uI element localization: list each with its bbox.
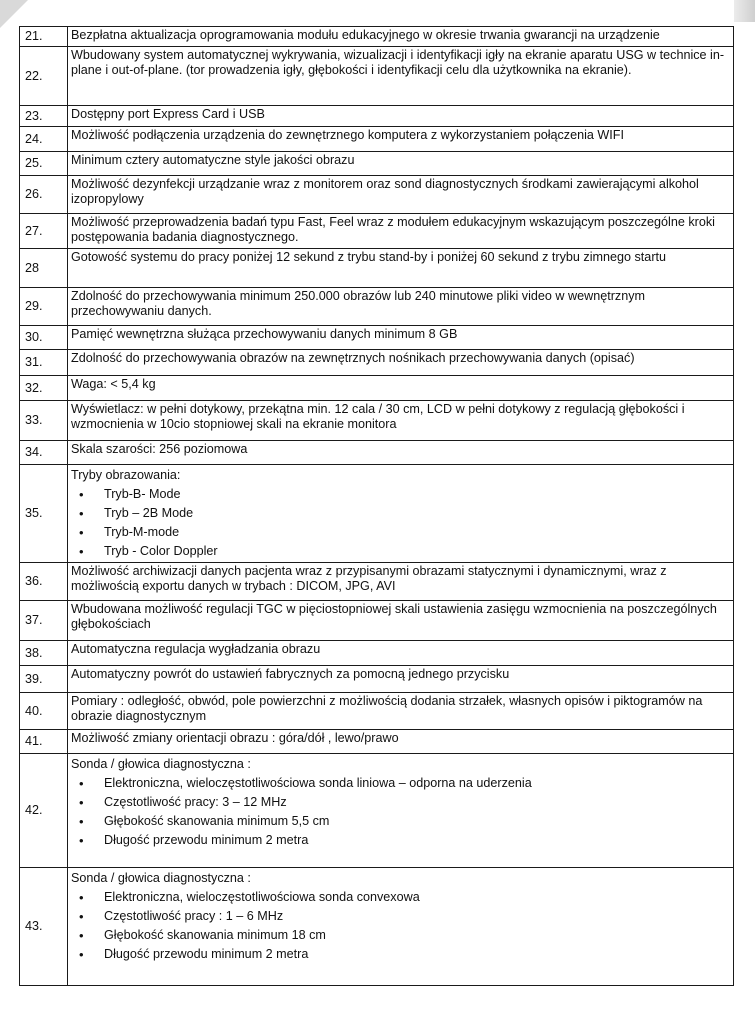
table-row <box>20 176 734 214</box>
row-description: Gotowość systemu do pracy poniżej 12 sekund z trybu stand-by i poniżej 60 sekund z trybu zimnego startu <box>68 249 734 288</box>
row-description: Automatyczny powrót do ustawień fabrycznych za pomocną jednego przycisku <box>68 666 734 693</box>
table-row <box>20 465 734 563</box>
list-item <box>71 888 729 907</box>
list-item-label: Częstotliwość pracy: 3 – 12 MHz <box>104 795 287 809</box>
row-description: Automatyczna regulacja wygładzania obrazu <box>68 641 734 666</box>
row-number: 25. <box>20 152 68 176</box>
row-number: 28 <box>20 249 68 288</box>
table-row <box>20 441 734 465</box>
bullet-icon: • <box>79 909 84 924</box>
table-row <box>20 401 734 441</box>
list-item-label: Tryb-M-mode <box>104 525 180 539</box>
table-row <box>20 152 734 176</box>
list-item <box>71 926 729 945</box>
row-number: 38. <box>20 641 68 666</box>
table-row <box>20 326 734 350</box>
list-item-label: Tryb – 2B Mode <box>104 506 194 520</box>
row-description <box>68 868 734 986</box>
row-number: 21. <box>20 27 68 47</box>
bullet-icon: • <box>79 795 84 810</box>
table-row <box>20 754 734 868</box>
list-item <box>71 812 729 831</box>
row-description: Zdolność do przechowywania obrazów na zewnętrznych nośnikach przechowywania danych (opisać) <box>68 350 734 376</box>
table-row <box>20 288 734 326</box>
row-description: Wbudowana możliwość regulacji TGC w pięciostopniowej skali ustawienia zasięgu wzmocnienia na poszczególnych głębokościach <box>68 601 734 641</box>
row-description: Możliwość archiwizacji danych pacjenta wraz z przypisanymi obrazami statycznymi i dynamicznymi, wraz z możliwością exportu danych w trybach : DICOM, JPG, AVI <box>68 563 734 601</box>
bullet-icon: • <box>79 833 84 848</box>
list-item <box>71 907 729 926</box>
list-item-label: Głębokość skanowania minimum 5,5 cm <box>104 814 330 828</box>
row-number: 22. <box>20 47 68 106</box>
row-description: Waga: < 5,4 kg <box>68 376 734 401</box>
table-row <box>20 249 734 288</box>
row-description: Skala szarości: 256 poziomowa <box>68 441 734 465</box>
row-number: 42. <box>20 754 68 868</box>
row-description: Wyświetlacz: w pełni dotykowy, przekątna min. 12 cala / 30 cm, LCD w pełni dotykowy z regulacją głębokości i wzmocnienia w 10cio stopniowej skali na ekranie monitora <box>68 401 734 441</box>
table-row <box>20 127 734 152</box>
list-item <box>71 774 729 793</box>
row-description: Pamięć wewnętrzna służąca przechowywaniu danych minimum 8 GB <box>68 326 734 350</box>
bullet-icon: • <box>79 814 84 829</box>
row-description <box>68 754 734 868</box>
list-item-label: Długość przewodu minimum 2 metra <box>104 947 309 961</box>
mode-list <box>71 485 729 561</box>
list-item <box>71 945 729 964</box>
table-row <box>20 350 734 376</box>
row-number: 43. <box>20 868 68 986</box>
row-number: 29. <box>20 288 68 326</box>
row-description: Wbudowany system automatycznej wykrywania, wizualizacji i identyfikacji igły na ekranie aparatu USG w technice in-plane i out-of-plane. (tor prowadzenia igły, głębokości i identyfikacji celu dla użytkownika na ekranie). <box>68 47 734 106</box>
row-description: Pomiary : odległość, obwód, pole powierzchni z możliwością dodania strzałek, własnych opisów i piktogramów na obrazie diagnostycznym <box>68 693 734 730</box>
list-item <box>71 504 729 523</box>
table-row <box>20 563 734 601</box>
row-description: Możliwość przeprowadzenia badań typu Fast, Feel wraz z modułem edukacyjnym wskazującym poszczególne kroki postępowania badania diagnostycznego. <box>68 214 734 249</box>
row-number: 27. <box>20 214 68 249</box>
row-number: 30. <box>20 326 68 350</box>
row-description: Bezpłatna aktualizacja oprogramowania modułu edukacyjnego w okresie trwania gwarancji na urządzenie <box>68 27 734 47</box>
list-item-label: Tryb - Color Doppler <box>104 544 218 558</box>
row-number: 36. <box>20 563 68 601</box>
specification-table <box>19 26 734 986</box>
row-description: Minimum cztery automatyczne style jakości obrazu <box>68 152 734 176</box>
row-number: 24. <box>20 127 68 152</box>
table-row <box>20 868 734 986</box>
table-row <box>20 693 734 730</box>
row-number: 26. <box>20 176 68 214</box>
list-item <box>71 523 729 542</box>
row-number: 34. <box>20 441 68 465</box>
row-number: 39. <box>20 666 68 693</box>
bullet-icon: • <box>79 544 84 559</box>
row-description: Dostępny port Express Card i USB <box>68 106 734 127</box>
row-description: Możliwość zmiany orientacji obrazu : góra/dół , lewo/prawo <box>68 730 734 754</box>
table-row <box>20 27 734 47</box>
row-number: 40. <box>20 693 68 730</box>
list-item-label: Głębokość skanowania minimum 18 cm <box>104 928 326 942</box>
row-number: 32. <box>20 376 68 401</box>
row-description: Możliwość podłączenia urządzenia do zewnętrznego komputera z wykorzystaniem połączenia WIFI <box>68 127 734 152</box>
list-item <box>71 793 729 812</box>
row-number: 41. <box>20 730 68 754</box>
table-row <box>20 666 734 693</box>
bullet-icon: • <box>79 776 84 791</box>
table-row <box>20 730 734 754</box>
list-item <box>71 831 729 850</box>
bullet-icon: • <box>79 525 84 540</box>
list-item-label: Tryb-B- Mode <box>104 487 181 501</box>
scan-edge-mark <box>734 0 755 22</box>
table-row <box>20 376 734 401</box>
row-description: Zdolność do przechowywania minimum 250.000 obrazów lub 240 minutowe pliki video w wewnętrznym przechowywaniu danych. <box>68 288 734 326</box>
list-heading: Sonda / głowica diagnostyczna : <box>71 757 251 771</box>
row-number: 33. <box>20 401 68 441</box>
scan-corner-fold <box>0 0 28 28</box>
probe-spec-list <box>71 888 729 964</box>
table-row <box>20 601 734 641</box>
row-number: 23. <box>20 106 68 127</box>
table-row <box>20 47 734 106</box>
bullet-icon: • <box>79 928 84 943</box>
probe-spec-list <box>71 774 729 850</box>
list-item-label: Długość przewodu minimum 2 metra <box>104 833 309 847</box>
list-item <box>71 542 729 561</box>
bullet-icon: • <box>79 947 84 962</box>
list-heading: Sonda / głowica diagnostyczna : <box>71 871 251 885</box>
table-row <box>20 106 734 127</box>
row-description: Możliwość dezynfekcji urządzanie wraz z monitorem oraz sond diagnostycznych środkami zawierającymi alkohol izopropylowy <box>68 176 734 214</box>
row-number: 35. <box>20 465 68 563</box>
row-number: 37. <box>20 601 68 641</box>
list-item <box>71 485 729 504</box>
bullet-icon: • <box>79 487 84 502</box>
row-number: 31. <box>20 350 68 376</box>
list-item-label: Elektroniczna, wieloczęstotliwościowa sonda convexowa <box>104 890 420 904</box>
list-item-label: Częstotliwość pracy : 1 – 6 MHz <box>104 909 284 923</box>
bullet-icon: • <box>79 890 84 905</box>
bullet-icon: • <box>79 506 84 521</box>
list-item-label: Elektroniczna, wieloczęstotliwościowa sonda liniowa – odporna na uderzenia <box>104 776 532 790</box>
table-row <box>20 641 734 666</box>
row-description <box>68 465 734 563</box>
list-heading: Tryby obrazowania: <box>71 468 181 482</box>
table-row <box>20 214 734 249</box>
